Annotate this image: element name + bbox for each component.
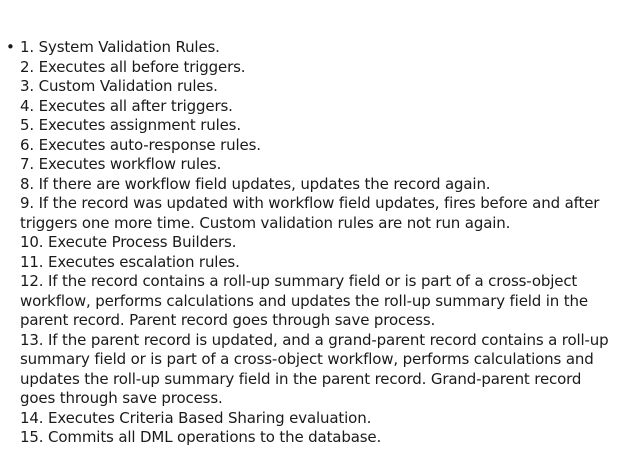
step-1: 1. System Validation Rules.	[20, 38, 220, 56]
bullet-icon: •	[6, 38, 15, 56]
step-8: 8. If there are workflow field updates, updates the record again.	[20, 174, 491, 193]
step-15: 15. Commits all DML operations to the database.	[20, 428, 382, 446]
step-9: 9. If the record was updated with workflow field updates, fires before and after triggers one more time. Custom validation rules are not run again.	[20, 194, 600, 232]
order-of-execution-list	[20, 38, 617, 448]
step-12: 12. If the record contains a roll-up summary field or is part of a cross-object workflow, performs calculations and updates the roll-up summary field in the parent record. Parent record goes through save process.	[20, 272, 588, 329]
step-5: 5. Executes assignment rules.	[20, 116, 241, 134]
step-3: 3. Custom Validation rules.	[20, 77, 218, 95]
step-4: 4. Executes all after triggers.	[20, 96, 233, 115]
step-11: 11. Executes escalation rules.	[20, 252, 240, 271]
step-6: 6. Executes auto-response rules.	[20, 135, 261, 154]
step-7: 7. Executes workflow rules.	[20, 155, 222, 173]
bulleted-list-item	[6, 38, 617, 448]
step-14: 14. Executes Criteria Based Sharing evaluation.	[20, 408, 372, 427]
step-13: 13. If the parent record is updated, and a grand-parent record contains a roll-up summary field or is part of a cross-object workflow, performs calculations and updates the roll-up summary field in the parent record. Grand-parent record goes through save process.	[20, 330, 609, 407]
step-10: 10. Execute Process Builders.	[20, 233, 237, 251]
step-2: 2. Executes all before triggers.	[20, 57, 246, 76]
